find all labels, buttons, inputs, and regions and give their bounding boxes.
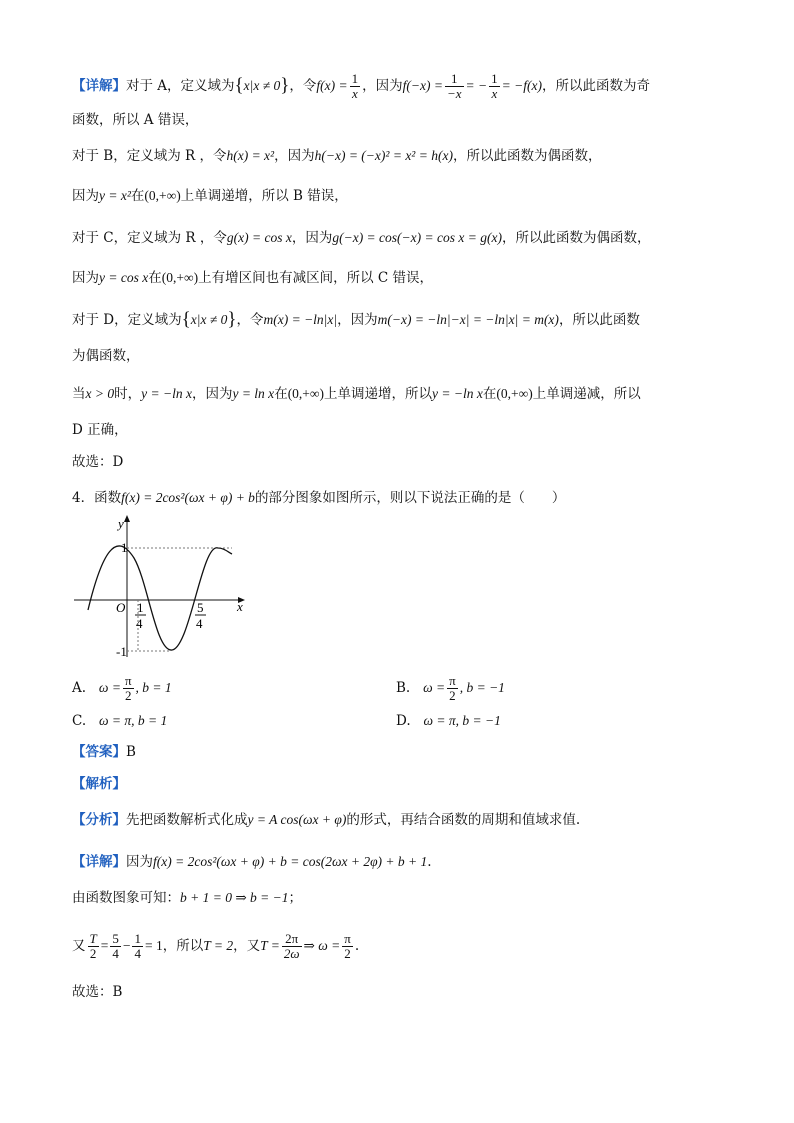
option-b[interactable]: B. ω = $\frac{\pi}{2}$ , b = −1: [396, 673, 505, 703]
option-d[interactable]: D. ω = π, b = −1: [396, 713, 501, 729]
svg-text:1: 1: [137, 600, 144, 615]
origin-label: O: [116, 600, 126, 615]
svg-text:5: 5: [197, 600, 204, 615]
x-axis: [74, 597, 245, 603]
svg-text:4: 4: [196, 616, 203, 631]
option-c[interactable]: C. ω = π, b = 1: [72, 713, 168, 729]
tick-top: 1: [121, 540, 128, 555]
y-axis: [124, 515, 130, 657]
analysis-line: 【分析】先把函数解析式化成y = A cos(ωx + φ)的形式，再结合函数的周期和值域求值.: [72, 812, 581, 828]
q3-line-5: 对于 C，定义域为 R ，令g(x) = cos x，因为g(−x) = cos(−x) = cos x = g(x)，所以此函数为偶函数，: [72, 230, 651, 246]
q3-line-7: 对于 D，定义域为{x|x ≠ 0}，令m(x) = −ln|x|，因为m(−x) = −ln|−x| = −ln|x| = m(x)，所以此函数: [72, 309, 640, 330]
x-label: x: [237, 599, 243, 614]
q3-line-2: 函数，所以 A 错误，: [72, 112, 199, 128]
detail-line: 【详解】因为f(x) = 2cos²(ωx + φ) + b = cos(2ωx + 2φ) + b + 1.: [72, 854, 432, 870]
period-line: 又 $\frac{T}{2}$ = $\frac{5}{4}$ − $\frac{1}{4}$ = 1，所以T = 2，又T = $\frac{2\pi}{2\omega}$ ⇒ ω = $\frac{\pi}{2}$ .: [72, 931, 360, 961]
graph-reading-line: 由函数图象可知：b + 1 = 0 ⇒ b = −1；: [72, 890, 303, 906]
y-label: y: [118, 516, 124, 531]
q3-line-11: 故选：D: [72, 454, 124, 470]
q3-line-10: D 正确，: [72, 422, 128, 438]
tick-bottom: -1: [116, 644, 127, 659]
tick-quarter: [135, 600, 146, 631]
answer-line: 【答案】B: [72, 744, 136, 760]
q4-stem: 4．函数f(x) = 2cos²(ωx + φ) + b的部分图象如图所示，则以下说法正确的是（ ）: [72, 490, 566, 506]
fraction: $\frac{1}{x}$: [491, 71, 498, 101]
q3-line-3: 对于 B，定义域为 R ，令h(x) = x²，因为h(−x) = (−x)² = x² = h(x)，所以此函数为偶函数，: [72, 148, 602, 164]
q3-line-9: 当x > 0时，y = −ln x，因为y = ln x在(0,+∞)上单调递增，所以y = −ln x在(0,+∞)上单调递减，所以: [72, 386, 641, 402]
svg-text:4: 4: [136, 616, 143, 631]
q3-line-1: 【详解】对于 A，定义域为{x|x ≠ 0}，令f(x) = $\frac{1}{x}$ ，因为f(−x) = $\frac{1}{-x}$ = − $\frac{1}{x}$ = −f(x)，所以此函数为奇: [72, 71, 650, 101]
function-graph: [72, 512, 262, 662]
q3-line-6: 因为y = cos x在(0,+∞)上有增区间也有减区间，所以 C 错误，: [72, 270, 433, 286]
fraction: $\frac{1}{-x}$: [446, 71, 462, 101]
option-a[interactable]: A. ω = $\frac{\pi}{2}$ , b = 1: [72, 673, 172, 703]
analysis-heading: 【解析】: [72, 776, 126, 792]
detail-label: 【详解】: [72, 78, 126, 94]
final-answer: 故选：B: [72, 984, 123, 1000]
curve: [88, 546, 232, 650]
tick-five-quarters: [195, 600, 206, 631]
q3-line-4: 因为y = x²在(0,+∞)上单调递增，所以 B 错误，: [72, 188, 348, 204]
q3-line-8: 为偶函数，: [72, 348, 140, 364]
fraction: $\frac{1}{x}$: [351, 71, 359, 101]
